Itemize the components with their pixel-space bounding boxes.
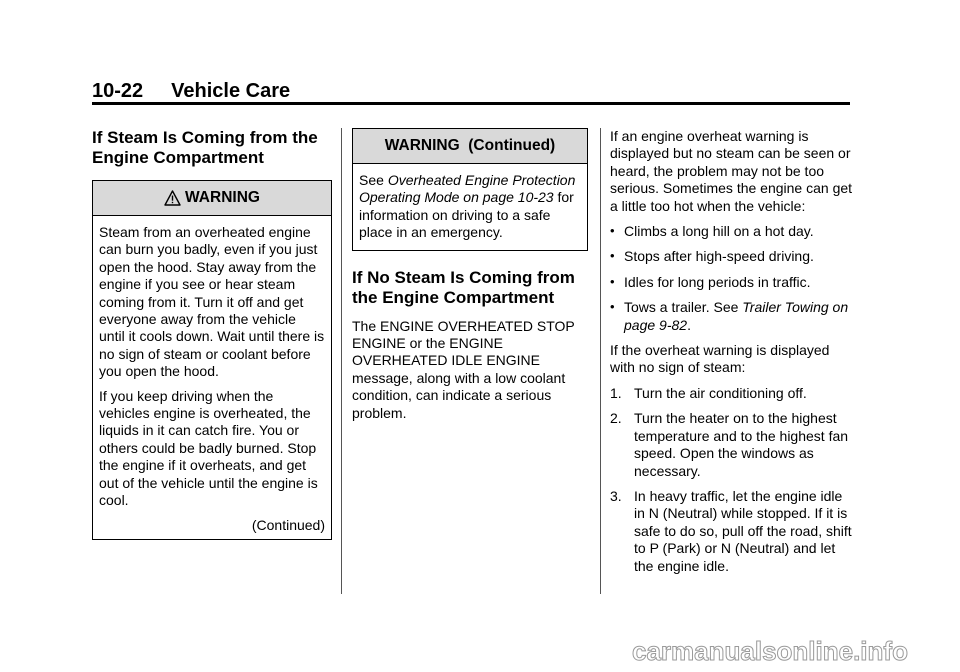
warning-title: WARNING (Continued) <box>384 137 556 155</box>
section-title: Vehicle Care <box>171 80 291 102</box>
section-heading: If No Steam Is Coming from the Engine Compartment <box>352 267 575 307</box>
list-item: • Tows a trailer. See Trailer Towing on page 9-82. <box>610 299 849 333</box>
warning-triangle-icon <box>164 190 181 206</box>
list-item: • Climbs a long hill on a hot day. <box>610 223 814 240</box>
list-item: • Idles for long periods in traffic. <box>610 273 811 290</box>
page-number: 10-22 <box>92 80 144 102</box>
column-2 <box>352 128 588 422</box>
watermark <box>632 635 952 672</box>
warning-body <box>353 164 587 250</box>
numbered-step: 1. Turn the air conditioning off. <box>610 384 807 401</box>
column-1 <box>92 128 332 540</box>
warning-paragraph: Steam from an overheated engine can burn you badly, even if you just open the hood. Stay away from the engine if you see or hear steam coming from it. Turn it off and get everyone away from the vehicle until it cools down. Wait until there is no sign of steam or coolant before you open the hood. <box>99 224 325 380</box>
body-paragraph: The ENGINE OVERHEATED STOP ENGINE or the ENGINE OVERHEATED IDLE ENGINE message, along with a low coolant condition, can indicate a serious problem. <box>352 317 575 421</box>
numbered-step: 3. In heavy traffic, let the engine idle in N (Neutral) while stopped. If it is safe to do so, pull off the road, shift to P (Park) or N (Neutral) and let the engine idle. <box>610 487 852 574</box>
bullet-icon: • <box>610 273 615 289</box>
step-number: 2. <box>610 410 622 427</box>
warning-box-continued <box>352 128 588 251</box>
warning-paragraph <box>359 172 581 242</box>
column-divider <box>341 128 342 594</box>
step-number: 3. <box>610 487 622 504</box>
watermark-logo <box>632 635 952 667</box>
warning-box <box>92 180 332 540</box>
warning-text: for information on driving to a safe place in an emergency. <box>359 189 574 241</box>
warning-body <box>93 216 331 539</box>
page-header <box>92 80 290 103</box>
cross-reference-link[interactable]: Trailer Towing on page 9-82 <box>624 299 849 333</box>
numbered-step: 2. Turn the heater on to the highest temperature and to the highest fan speed. Open the windows as necessary. <box>610 410 849 479</box>
cross-reference-link[interactable]: Overheated Engine Protection Operating Mode on page 10-23 <box>359 172 576 206</box>
step-number: 1. <box>610 384 622 401</box>
bullet-icon: • <box>610 223 615 239</box>
column-3 <box>610 128 854 583</box>
header-rule <box>92 102 850 105</box>
list-item: • Stops after high-speed driving. <box>610 248 814 265</box>
bullet-icon: • <box>610 299 615 315</box>
section-heading: If Steam Is Coming from the Engine Compartment <box>92 128 318 167</box>
svg-text:carmanualsonline.info: carmanualsonline.info <box>632 636 908 666</box>
column-divider <box>600 128 601 594</box>
continued-label: (Continued) <box>251 516 325 533</box>
warning-header <box>353 129 587 164</box>
bullet-icon: • <box>610 248 615 264</box>
warning-header <box>93 181 331 216</box>
see-text: See <box>359 172 388 188</box>
warning-title: WARNING <box>185 189 260 207</box>
steps-intro: If the overheat warning is displayed with no sign of steam: <box>610 342 830 376</box>
intro-paragraph: If an engine overheat warning is displayed but no steam can be seen or heard, the problem may not be too serious. Sometimes the engine can get a little too hot when the vehicle: <box>610 128 853 214</box>
warning-paragraph: If you keep driving when the vehicles engine is overheated, the liquids in it can catch fire. You or others could be badly burned. Stop the engine if it overheats, and get out of the vehicle until the engine is cool. <box>99 387 318 509</box>
